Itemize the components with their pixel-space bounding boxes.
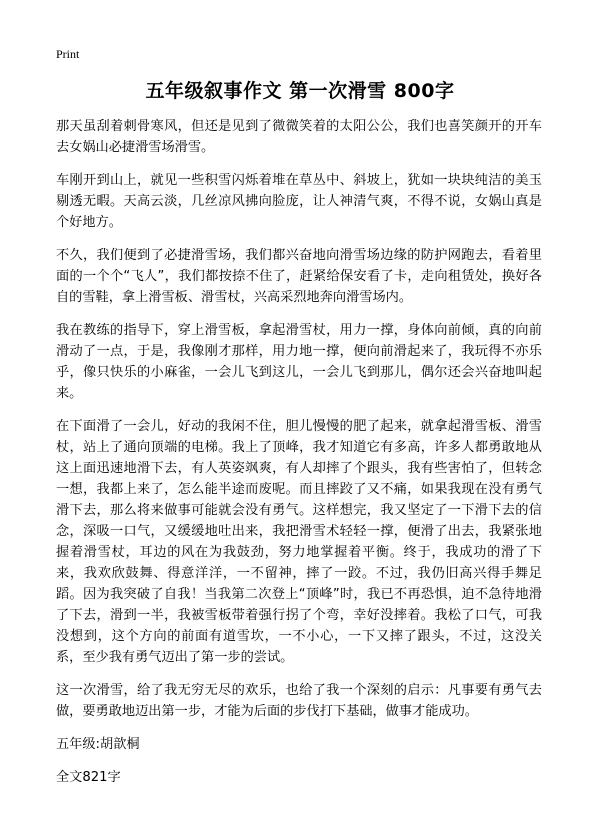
paragraph-4: 我在教练的指导下，穿上滑雪板，拿起滑雪杖，用力一撑，身体向前倾，真的向前滑动了一点，于是，我像刚才那样，用力地一撑，便向前滑起来了，我玩得不亦乐乎，像只快乐的小麻雀，一会儿飞到这儿，一会儿飞到那儿，偶尔还会兴奋地叫起来。 xyxy=(56,323,542,401)
paragraph-6: 这一次滑雪，给了我无穷无尽的欢乐，也给了我一个深刻的启示：凡事要有勇气去做，要勇敢地迈出第一步，才能为后面的步伐打下基础，做事才能成功。 xyxy=(56,683,542,719)
word-count: 全文821字 xyxy=(56,770,121,785)
paragraph-2: 车刚开到山上，就见一些积雪闪烁着堆在草丛中、斜坡上，犹如一块块纯洁的美玉剔透无暇。天高云淡，几丝凉风拂向脸庞，让人神清气爽，不得不说，女娲山真是个好地方。 xyxy=(56,173,542,230)
paragraph-3: 不久，我们便到了必捷滑雪场，我们都兴奋地向滑雪场边缘的防护网跑去，看着里面的一个个“飞人”，我们都按捺不住了，赶紧给保安看了卡，走向租赁处，换好各自的雪鞋，拿上滑雪板、滑雪杖，兴高采烈地奔向滑雪场内。 xyxy=(56,248,542,305)
paragraph-5: 在下面滑了一会儿，好动的我闲不住，胆儿慢慢的肥了起来，就拿起滑雪板、滑雪杖，站上了通向顶端的电梯。我上了顶峰，我才知道它有多高，许多人都勇敢地从这上面迅速地滑下去，有人英姿飒爽，有人却摔了个跟头，我有些害怕了，但转念一想，我都上来了，怎么能半途而废呢。而且摔跤了又不痛，如果我现在没有勇气滑下去，那么将来做事可能就会没有勇气。这样想完，我又坚定了一下滑下去的信念，深吸一口气，又缓缓地吐出来，我把滑雪术轻轻一撑，便滑了出去，我紧张地握着滑雪杖，耳边的风在为我鼓劲，努力地掌握着平衡。终于，我成功的滑了下来，我欢欣鼓舞、得意洋洋，一不留神，摔了一跤。不过，我仍旧高兴得手舞足蹈。因为我突破了自我！当我第二次登上“顶峰”时，我已不再恐惧，迫不急待地滑了下去，滑到一半，我被雪板带着强行拐了个弯，幸好没摔着。我松了口气，可我没想到，这个方向的前面有道雪坎，一不小心，一下又摔了跟头，不过，这没关系，至少我有勇气迈出了第一步的尝试。 xyxy=(56,419,542,665)
article-body xyxy=(56,116,542,800)
paragraph-1: 那天虽刮着刺骨寒风，但还是见到了微微笑着的太阳公公，我们也喜笑颜开的开车去女娲山必捷滑雪场滑雪。 xyxy=(56,119,542,155)
article-title: 五年级叙事作文 第一次滑雪 800字 xyxy=(145,80,455,102)
author-line: 五年级:胡歆桐 xyxy=(56,737,140,752)
print-link[interactable]: Print xyxy=(56,47,80,61)
